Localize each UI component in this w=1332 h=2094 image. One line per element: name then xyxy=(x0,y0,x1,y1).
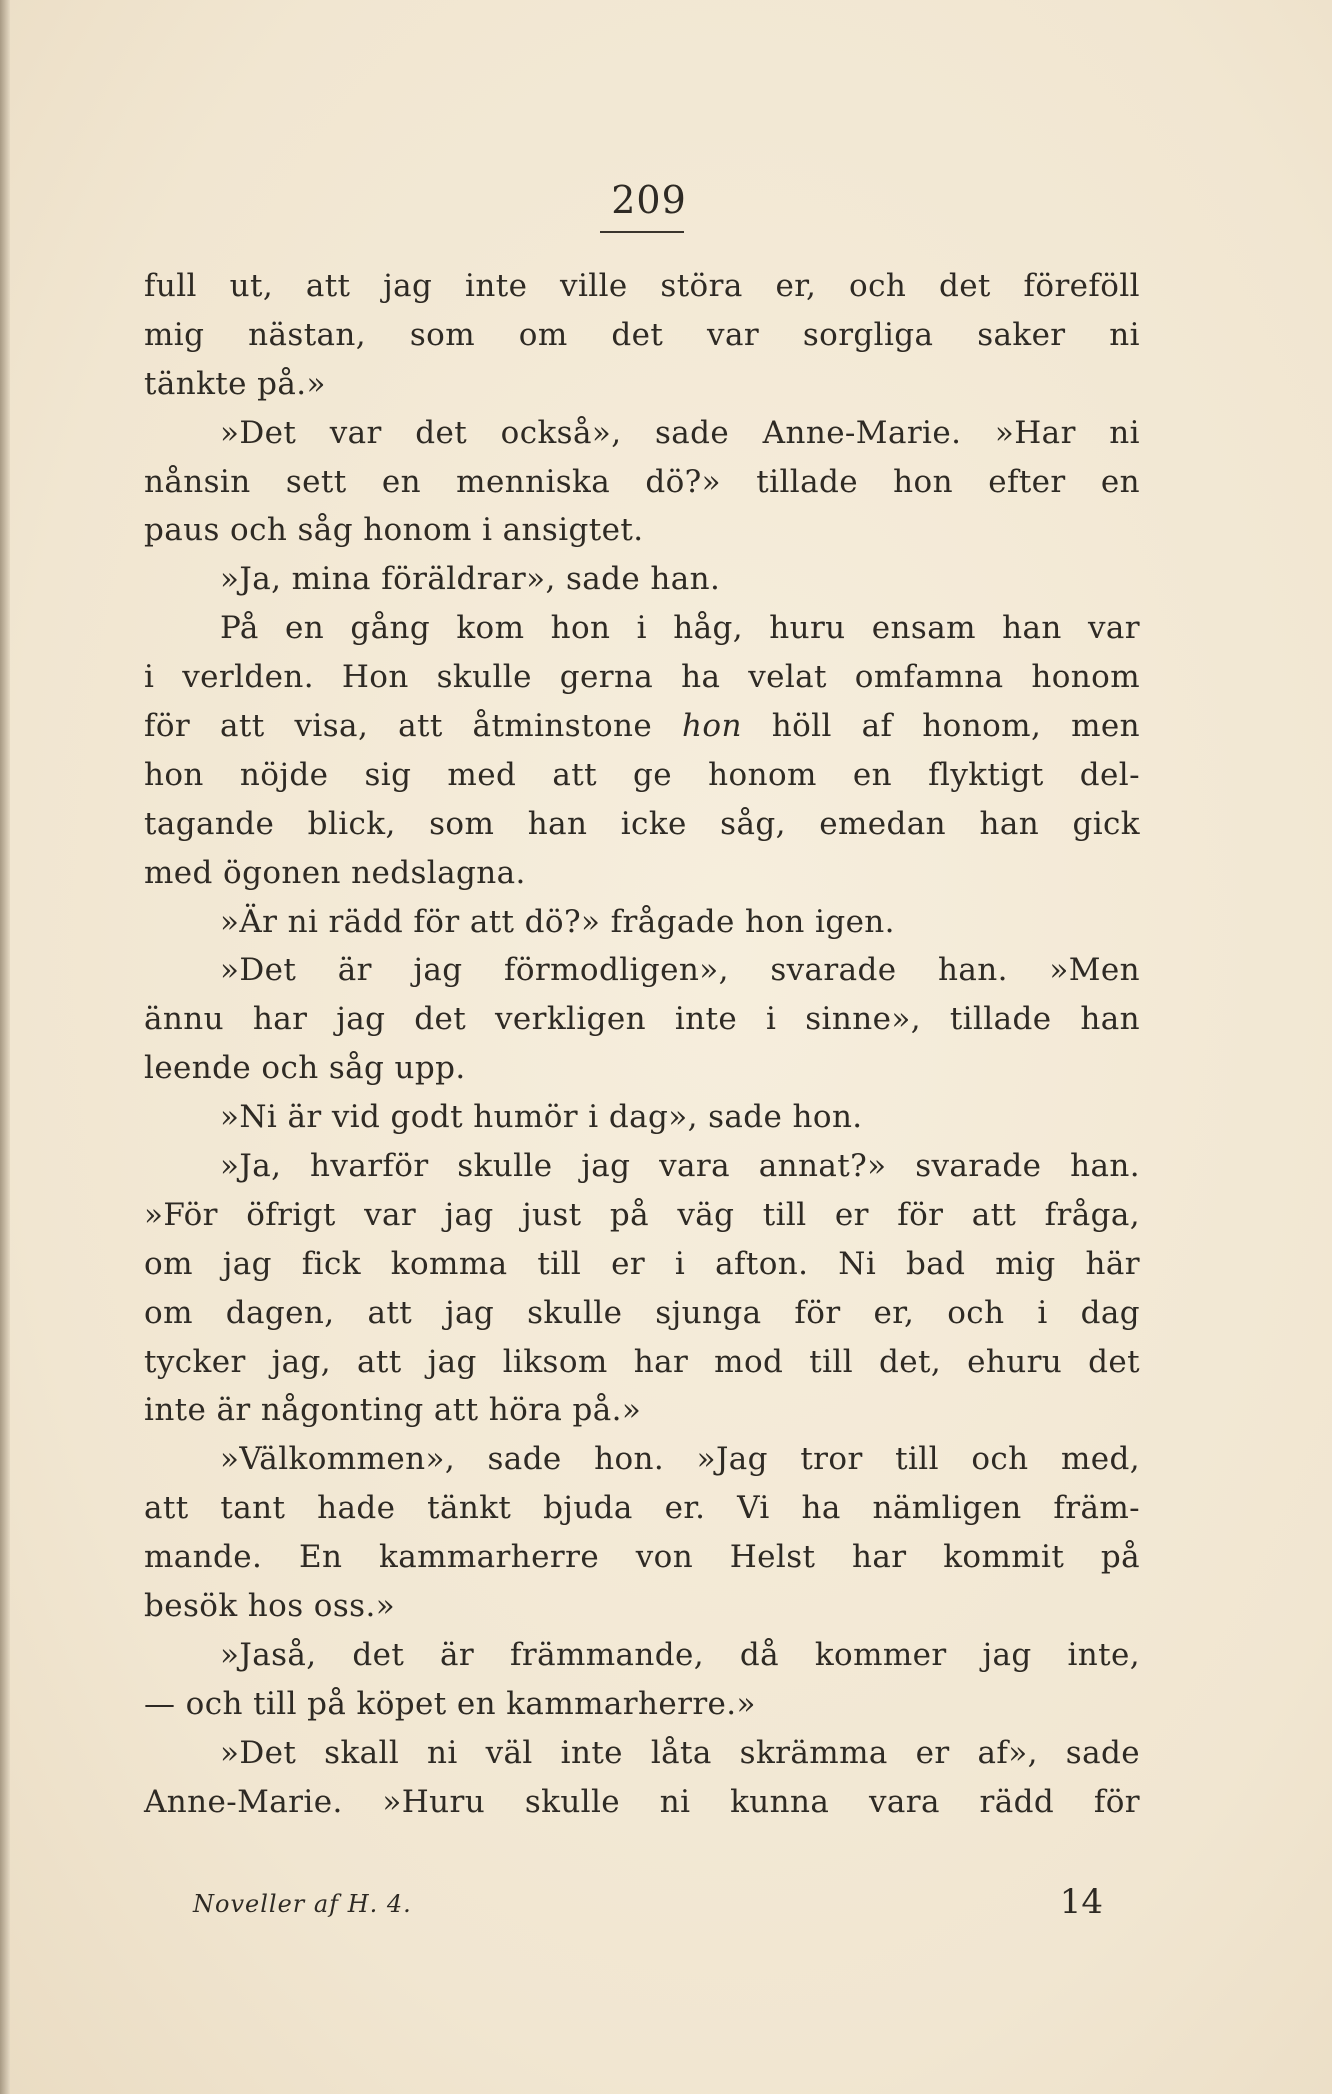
text-line: hon nöjde sig med att ge honom en flyktigt del- xyxy=(144,756,1140,793)
text-line: — och till på köpet en kammarherre.» xyxy=(144,1685,756,1722)
text-line: »Ja, mina föräldrar», sade han. xyxy=(220,561,721,598)
text-line: På en gång kom hon i håg, huru ensam han var xyxy=(220,610,1140,647)
text-line: leende och såg upp. xyxy=(144,1050,466,1087)
text-line: att tant hade tänkt bjuda er. Vi ha nämligen främ- xyxy=(144,1490,1140,1527)
text-line: »Ja, hvarför skulle jag vara annat?» svarade han. xyxy=(220,1148,1140,1185)
text-line: om jag fick komma till er i afton. Ni bad mig här xyxy=(144,1245,1140,1282)
text-line: tycker jag, att jag liksom har mod till det, ehuru det xyxy=(144,1343,1140,1380)
page-number: 209 xyxy=(611,178,687,222)
text-segment: för att visa, att åtminstone xyxy=(144,708,653,745)
text-line-mixed xyxy=(144,702,1140,751)
text-line: »Jaså, det är främmande, då kommer jag inte, xyxy=(220,1636,1140,1673)
text-line: i verlden. Hon skulle gerna ha velat omfamna honom xyxy=(144,659,1140,696)
text-line: inte är någonting att höra på.» xyxy=(144,1392,642,1429)
text-line: tänkte på.» xyxy=(144,365,326,402)
text-line: Anne-Marie. »Huru skulle ni kunna vara rädd för xyxy=(144,1783,1140,1820)
text-line: »Välkommen», sade hon. »Jag tror till och med, xyxy=(220,1441,1140,1478)
text-line: full ut, att jag inte ville störa er, och det föreföll xyxy=(144,268,1140,304)
page-number-rule xyxy=(600,231,684,233)
text-line: »Är ni rädd för att dö?» frågade hon igen. xyxy=(220,903,895,940)
text-line: paus och såg honom i ansigtet. xyxy=(144,512,644,549)
text-line: besök hos oss.» xyxy=(144,1588,396,1625)
footer-title: Noveller af H. 4. xyxy=(193,1890,412,1918)
text-line: mig nästan, som om det var sorgliga saker ni xyxy=(144,316,1140,353)
text-line: »För öfrigt var jag just på väg till er för att fråga, xyxy=(144,1196,1140,1233)
text-line: nånsin sett en menniska dö?» tillade hon efter en xyxy=(144,463,1140,500)
text-line: tagande blick, som han icke såg, emedan han gick xyxy=(144,805,1140,842)
text-segment: höll af honom, men xyxy=(771,708,1140,745)
page-left-edge xyxy=(0,0,10,2094)
text-line: ännu har jag det verkligen inte i sinne», tillade han xyxy=(144,1001,1140,1038)
text-line: om dagen, att jag skulle sjunga för er, och i dag xyxy=(144,1294,1140,1331)
signature-mark: 14 xyxy=(1059,1882,1103,1922)
body-text xyxy=(144,262,1140,1827)
text-line: med ögonen nedslagna. xyxy=(144,854,526,891)
text-line: »Det skall ni väl inte låta skrämma er af», sade xyxy=(220,1734,1140,1771)
italic-word: hon xyxy=(682,708,742,745)
text-line: »Det är jag förmodligen», svarade han. »Men xyxy=(220,952,1140,989)
page-footer xyxy=(193,1882,1103,1922)
text-line: mande. En kammarherre von Helst har kommit på xyxy=(144,1539,1140,1576)
text-line: »Ni är vid godt humör i dag», sade hon. xyxy=(220,1099,863,1136)
text-line: »Det var det också», sade Anne-Marie. »Har ni xyxy=(220,414,1140,451)
